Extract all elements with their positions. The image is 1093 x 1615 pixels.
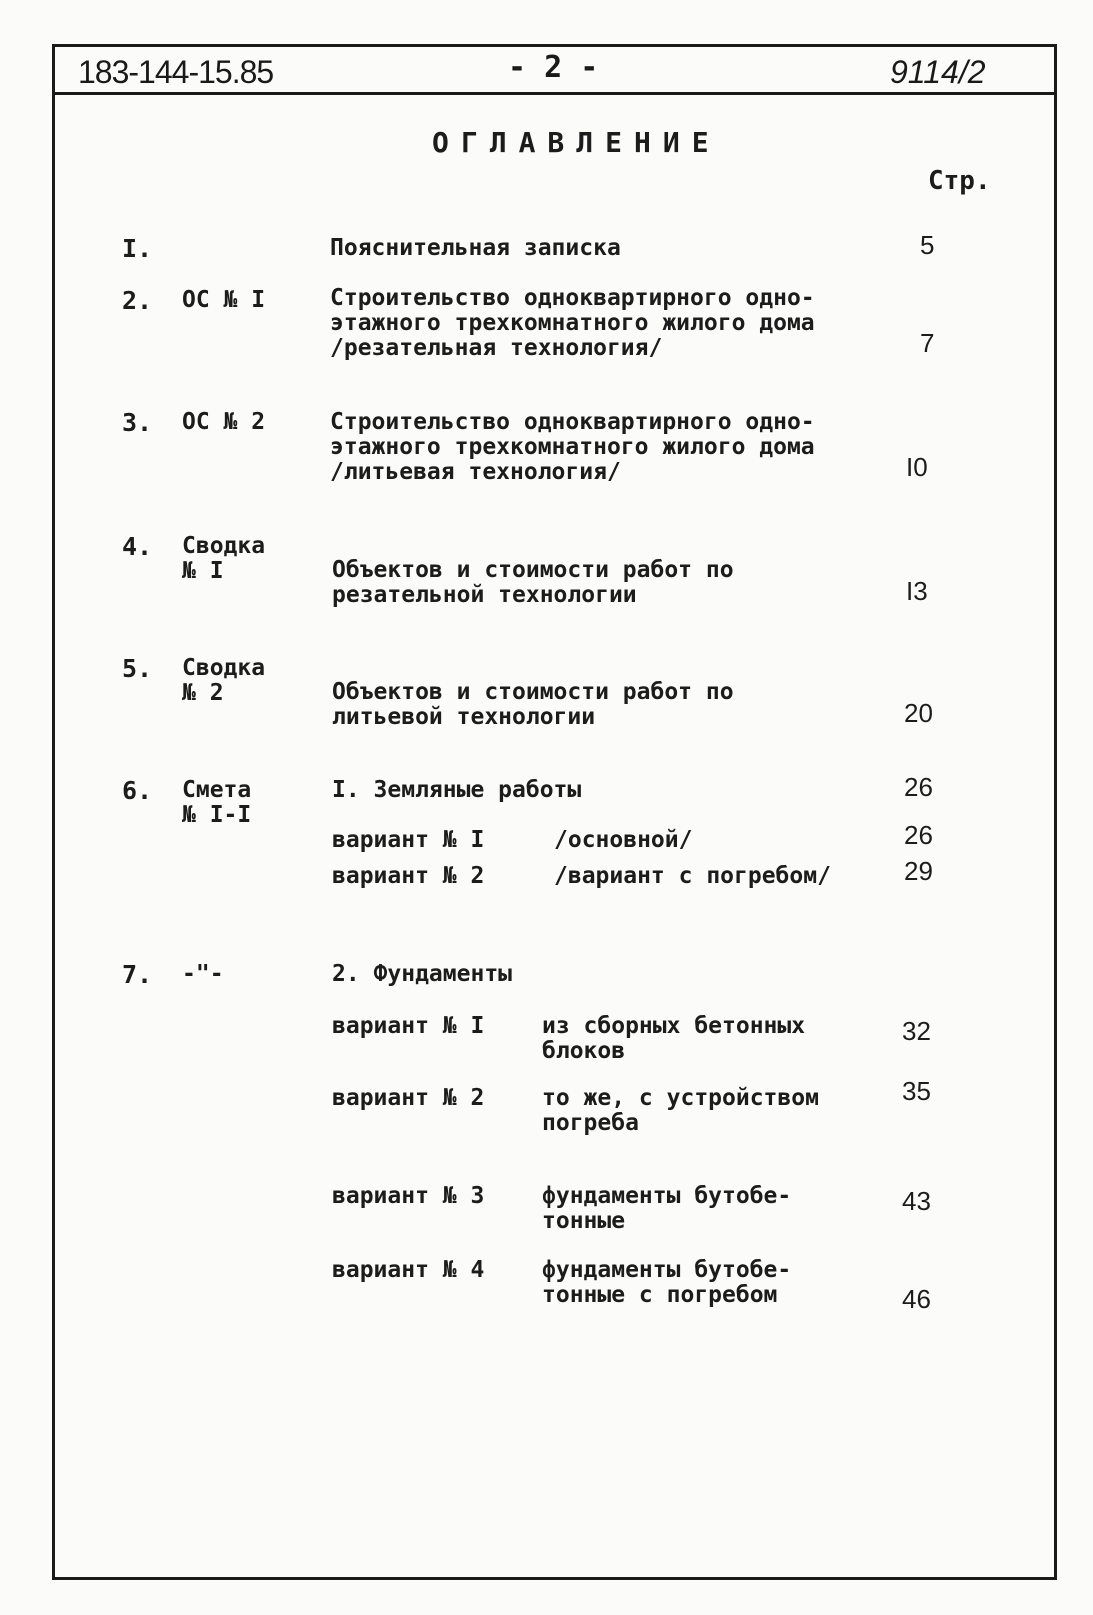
archive-number: 9114/2 <box>890 54 986 90</box>
variant-page: 35 <box>902 1076 931 1106</box>
variant-desc: /основной/ <box>554 827 693 853</box>
variant-desc: из сборных бетонных блоков <box>542 1013 806 1064</box>
entry-number: 6. <box>122 776 153 805</box>
variant-label: вариант № 2 <box>332 863 485 889</box>
entry-type: Сводка № I <box>182 533 266 584</box>
entry-title: I. Земляные работы <box>332 777 582 803</box>
variant-desc: /вариант с погребом/ <box>554 863 831 889</box>
entry-number: I. <box>122 234 153 263</box>
entry-title: Пояснительная записка <box>330 235 621 261</box>
entry-type: ОС № I <box>182 287 266 313</box>
page-column-label: Стр. <box>928 166 991 196</box>
entry-number: 5. <box>122 654 153 683</box>
entry-number: 7. <box>122 960 153 989</box>
variant-label: вариант № I <box>332 827 485 853</box>
entry-page: I3 <box>906 576 928 606</box>
entry-page: 5 <box>920 230 935 260</box>
entry-number: 2. <box>122 286 153 315</box>
entry-page: 7 <box>920 328 935 358</box>
entry-title: Объектов и стоимости работ по резательной технологии <box>332 557 734 608</box>
entry-type: Сводка № 2 <box>182 655 266 706</box>
variant-desc: фундаменты бутобе- тонные <box>542 1183 792 1234</box>
entry-page: 20 <box>904 698 933 728</box>
variant-desc: то же, с устройством погреба <box>542 1085 819 1136</box>
variant-label: вариант № I <box>332 1013 485 1039</box>
variant-page: 32 <box>902 1016 931 1046</box>
variant-desc: фундаменты бутобе- тонные с погребом <box>542 1257 792 1308</box>
entry-title: Объектов и стоимости работ по литьевой технологии <box>332 679 734 730</box>
entry-title: Строительство одноквартирного одно- этажного трехкомнатного жилого дома /литьевая технология/ <box>330 409 815 485</box>
variant-page: 46 <box>902 1284 931 1314</box>
entry-title: Строительство одноквартирного одно- этажного трехкомнатного жилого дома /резательная технология/ <box>330 285 815 361</box>
entry-page: 26 <box>904 772 933 802</box>
variant-page: 43 <box>902 1186 931 1216</box>
doc-code: 183-144-15.85 <box>78 54 274 90</box>
variant-page: 29 <box>904 856 933 886</box>
entry-type: ОС № 2 <box>182 409 266 435</box>
entry-number: 4. <box>122 532 153 561</box>
variant-label: вариант № 2 <box>332 1085 485 1111</box>
entry-number: 3. <box>122 408 153 437</box>
page-title: ОГЛАВЛЕНИЕ <box>432 126 721 159</box>
entry-title: 2. Фундаменты <box>332 961 513 987</box>
header-divider <box>52 92 1057 95</box>
entry-page: I0 <box>906 452 928 482</box>
variant-label: вариант № 3 <box>332 1183 485 1209</box>
variant-label: вариант № 4 <box>332 1257 485 1283</box>
entry-type: -"- <box>182 961 224 987</box>
entry-type: Смета № I-I <box>182 777 252 828</box>
page-marker: - 2 - <box>508 50 599 85</box>
variant-page: 26 <box>904 820 933 850</box>
